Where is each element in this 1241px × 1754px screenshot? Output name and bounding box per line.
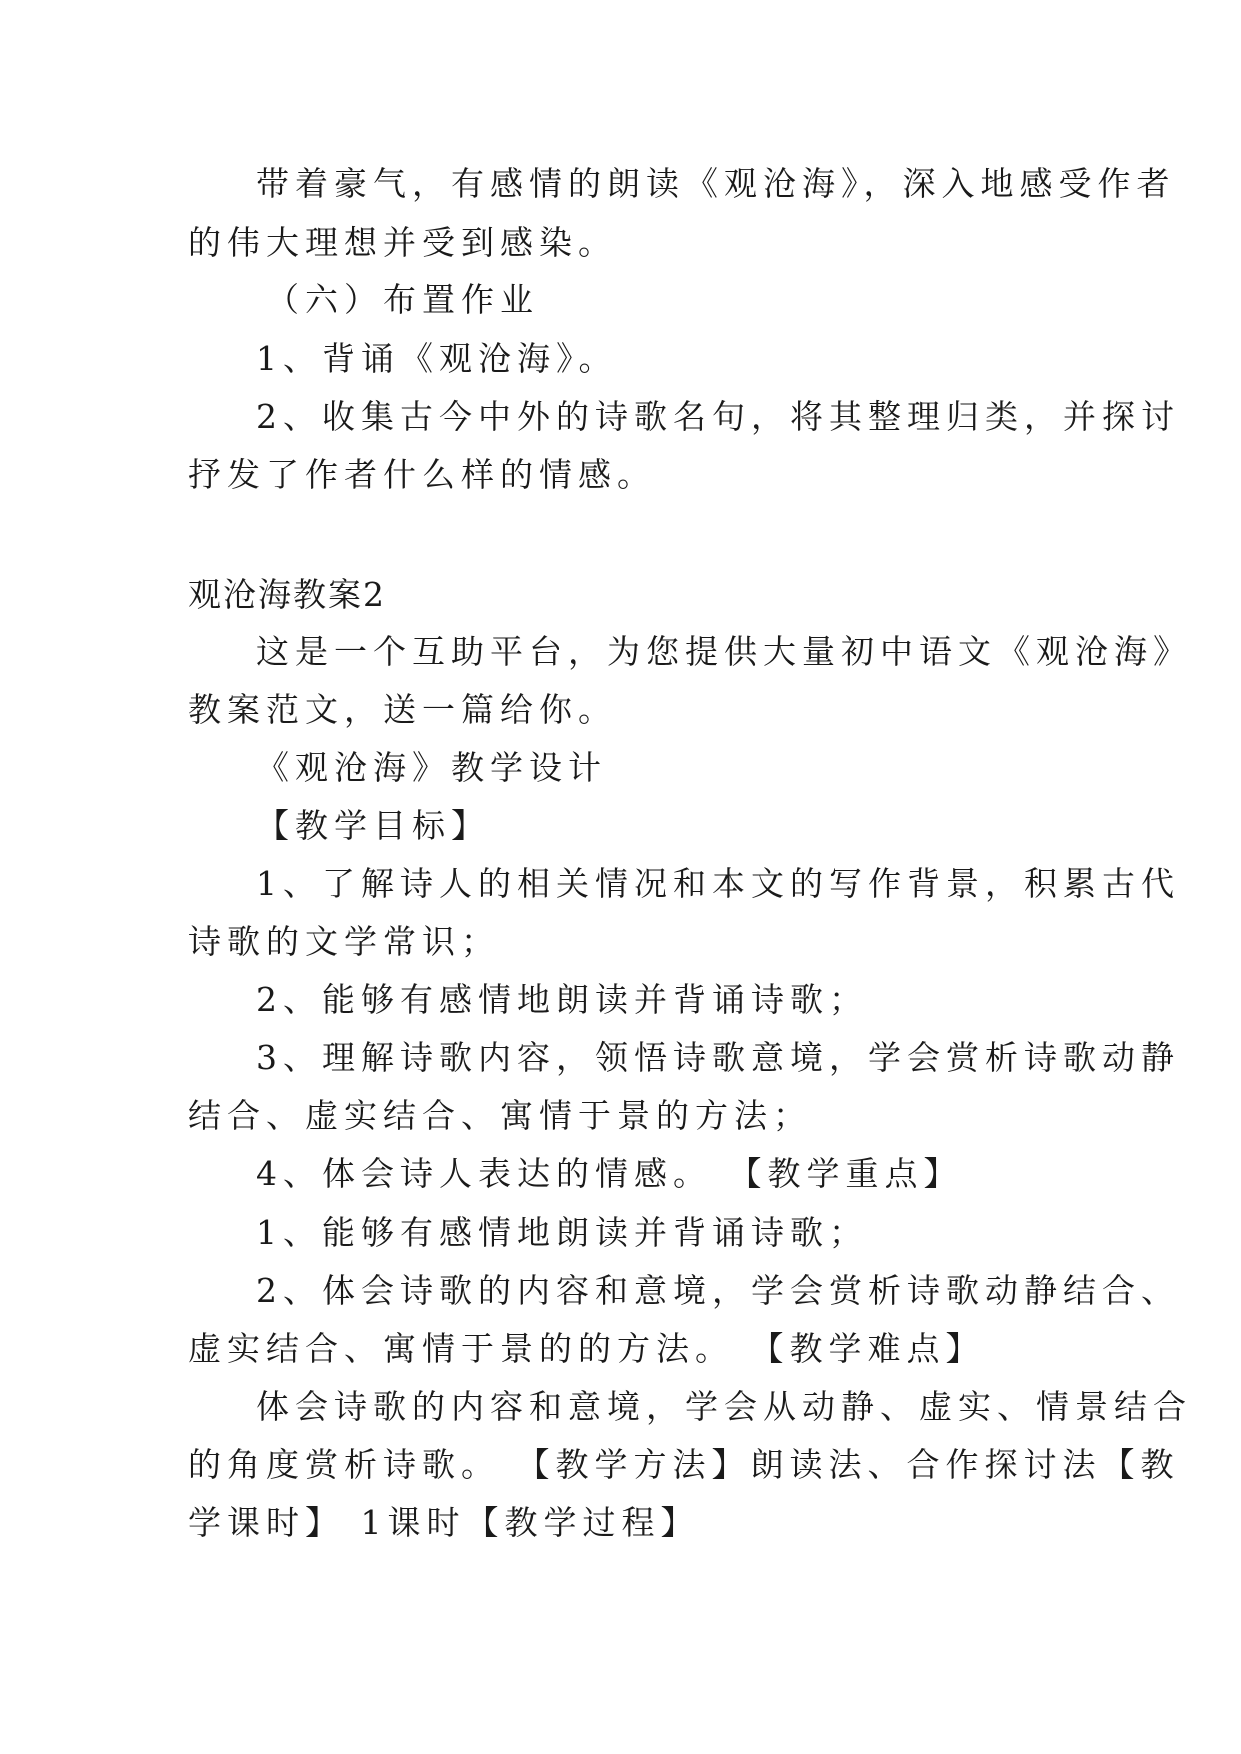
document-title: 观沧海教案2 [188, 575, 386, 614]
list-item: 1、背诵《观沧海》。 [256, 339, 618, 378]
paragraph-line: 结合、虚实结合、寓情于景的方法； [188, 1096, 812, 1135]
paragraph-line: 这是一个互助平台，为您提供大量初中语文《观沧海》 [256, 632, 1192, 671]
paragraph-line: 带着豪气，有感情的朗读《观沧海》，深入地感受作者 [256, 164, 1176, 203]
section-heading: （六）布置作业 [266, 280, 539, 319]
section-heading: 《观沧海》教学设计 [256, 748, 607, 787]
section-heading: 【教学目标】 [256, 806, 490, 845]
paragraph-line: 的伟大理想并受到感染。 [188, 223, 617, 262]
list-item: 1、能够有感情地朗读并背诵诗歌； [256, 1213, 868, 1252]
list-item: 2、能够有感情地朗读并背诵诗歌； [256, 980, 868, 1019]
list-item: 2、体会诗歌的内容和意境，学会赏析诗歌动静结合、 [256, 1271, 1180, 1310]
paragraph-line: 学课时】 1课时【教学过程】 [188, 1503, 700, 1542]
paragraph-line: 抒发了作者什么样的情感。 [188, 455, 656, 494]
list-item: 4、体会诗人表达的情感。 【教学重点】 [256, 1154, 963, 1193]
paragraph-line: 诗歌的文学常识； [188, 922, 500, 961]
paragraph-line: 虚实结合、寓情于景的的方法。 【教学难点】 [188, 1329, 985, 1368]
list-item: 3、理解诗歌内容，领悟诗歌意境，学会赏析诗歌动静 [256, 1038, 1180, 1077]
paragraph-line: 的角度赏析诗歌。 【教学方法】朗读法、合作探讨法【教 [188, 1445, 1180, 1484]
list-item: 1、了解诗人的相关情况和本文的写作背景，积累古代 [256, 864, 1180, 903]
paragraph-line: 教案范文，送一篇给你。 [188, 690, 617, 729]
list-item: 2、收集古今中外的诗歌名句，将其整理归类，并探讨 [256, 397, 1180, 436]
paragraph-line: 体会诗歌的内容和意境，学会从动静、虚实、情景结合 [256, 1387, 1192, 1426]
